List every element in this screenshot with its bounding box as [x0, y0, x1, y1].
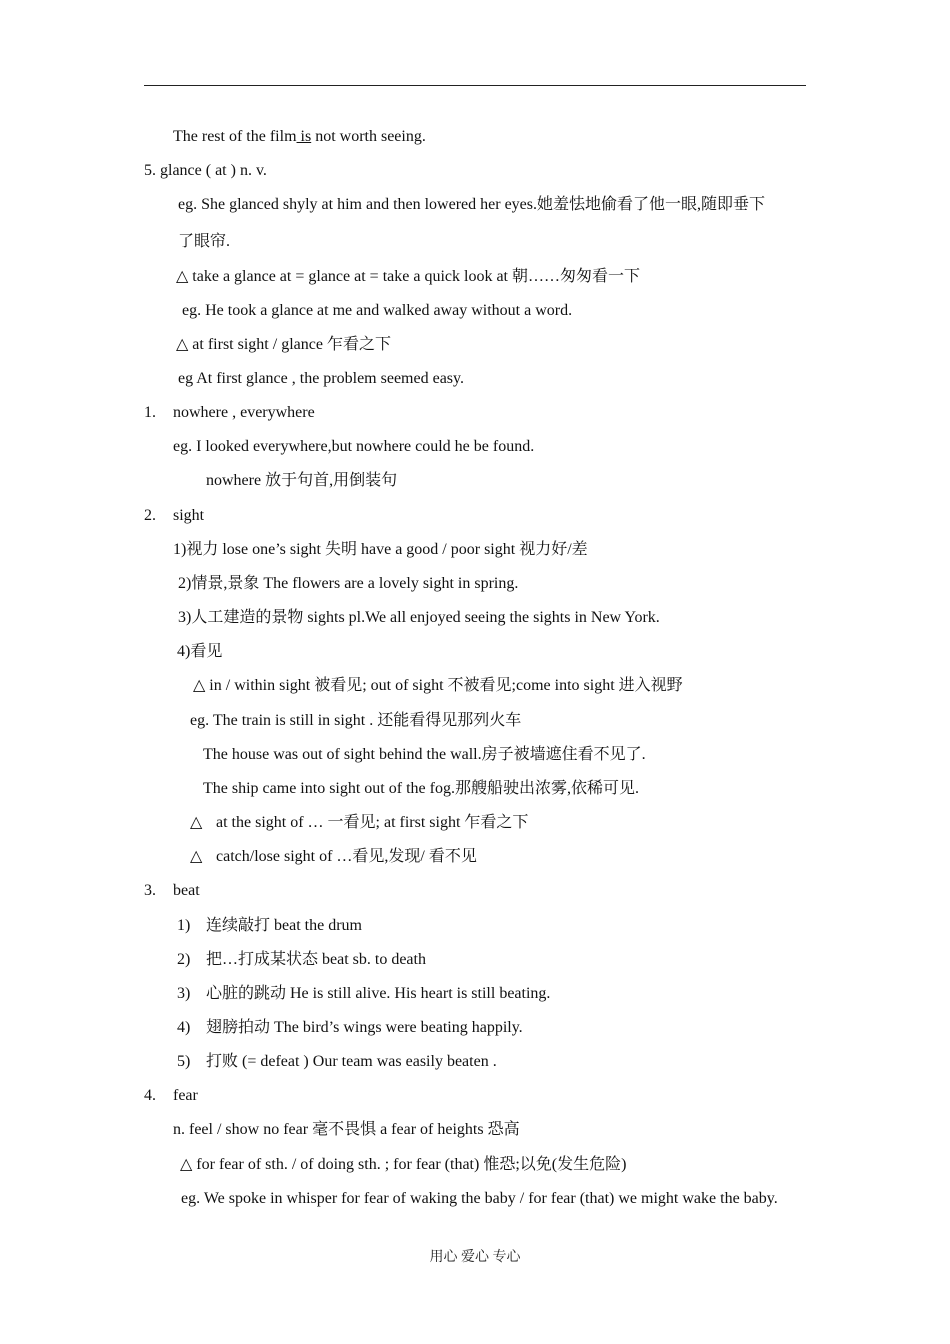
usage-note: nowhere 放于句首,用倒装句 — [206, 472, 398, 489]
sense-text: 翅膀拍动 The bird’s wings were beating happily. — [206, 1019, 523, 1036]
sense-text: 心脏的跳动 He is still alive. His heart is still beating. — [206, 985, 551, 1002]
entry-heading-glance: 5. glance ( at ) n. v. — [144, 162, 267, 179]
phrase-note — [190, 813, 528, 833]
phrase-note — [190, 847, 477, 867]
example-line: eg. He took a glance at me and walked away without a word. — [182, 302, 573, 319]
entry-number: 3. — [144, 882, 156, 899]
sense-line: 2)情景,景象 The flowers are a lovely sight in spring. — [178, 575, 519, 592]
example-line: 了眼帘. — [178, 233, 231, 250]
entry-word: nowhere , everywhere — [173, 404, 315, 421]
page-footer: 用心 爱心 专心 — [429, 1250, 521, 1265]
sense-line: 1)视力 lose one’s sight 失明 have a good / poor sight 视力好/差 — [173, 541, 588, 558]
header-rule — [144, 85, 806, 86]
phrase-text: catch/lose sight of …看见,发现/ 看不见 — [216, 848, 477, 865]
sense-text: 连续敲打 beat the drum — [206, 917, 362, 934]
sense-line: 3)人工建造的景物 sights pl.We all enjoyed seeing the sights in New York. — [178, 609, 660, 626]
example-line: The ship came into sight out of the fog.那艘船驶出浓雾,依稀可见. — [203, 780, 639, 797]
entry-number: 4. — [144, 1087, 156, 1104]
sense-text: 打败 (= defeat ) Our team was easily beaten . — [206, 1053, 497, 1070]
phrase-note: △ at first sight / glance 乍看之下 — [176, 336, 391, 353]
example-line: eg. I looked everywhere,but nowhere could he be found. — [173, 438, 535, 455]
sense-line — [177, 916, 362, 936]
phrase-note: △ in / within sight 被看见; out of sight 不被看见;come into sight 进入视野 — [193, 677, 683, 694]
sense-line: n. feel / show no fear 毫不畏惧 a fear of heights 恐高 — [173, 1121, 520, 1138]
phrase-note: △ take a glance at = glance at = take a quick look at 朝……匆匆看一下 — [176, 268, 640, 285]
example-line: eg At first glance , the problem seemed easy. — [178, 370, 464, 387]
entry-word: sight — [173, 507, 205, 524]
example-line: eg. We spoke in whisper for fear of waking the baby / for fear (that) we might wake the baby. — [181, 1190, 778, 1207]
entry-number: 2. — [144, 507, 156, 524]
entry-word: beat — [173, 882, 200, 899]
example-line: eg. She glanced shyly at him and then lowered her eyes.她羞怯地偷看了他一眼,随即垂下 — [178, 196, 766, 213]
sense-text: 把…打成某状态 beat sb. to death — [206, 951, 426, 968]
sense-number: 4) — [177, 1019, 191, 1036]
sense-number: 1) — [177, 917, 191, 934]
entry-number: 1. — [144, 404, 156, 421]
text-segment: not worth seeing. — [311, 128, 426, 145]
sense-number: 2) — [177, 951, 191, 968]
entry-heading-nowhere — [144, 403, 315, 423]
example-line: eg. The train is still in sight . 还能看得见那列火车 — [190, 712, 522, 729]
entry-heading-sight — [144, 506, 204, 526]
sense-number: 3) — [177, 985, 191, 1002]
triangle-marker: △ — [190, 848, 203, 865]
triangle-marker: △ — [190, 814, 203, 831]
phrase-text: at the sight of … 一看见; at first sight 乍看之下 — [216, 814, 529, 831]
sense-number: 5) — [177, 1053, 191, 1070]
entry-heading-beat — [144, 881, 200, 901]
text-segment: The rest of the film — [173, 128, 297, 145]
example-line: The house was out of sight behind the wall.房子被墙遮住看不见了. — [203, 746, 646, 763]
sense-line — [177, 984, 550, 1004]
entry-word: fear — [173, 1087, 198, 1104]
text-line — [173, 127, 426, 147]
sense-line — [177, 950, 426, 970]
entry-heading-fear — [144, 1086, 198, 1106]
sense-line: 4)看见 — [177, 643, 223, 660]
sense-line — [177, 1052, 497, 1072]
underlined-word: is — [296, 128, 312, 145]
sense-line — [177, 1018, 523, 1038]
phrase-note: △ for fear of sth. / of doing sth. ; for fear (that) 惟恐;以免(发生危险) — [180, 1156, 627, 1173]
